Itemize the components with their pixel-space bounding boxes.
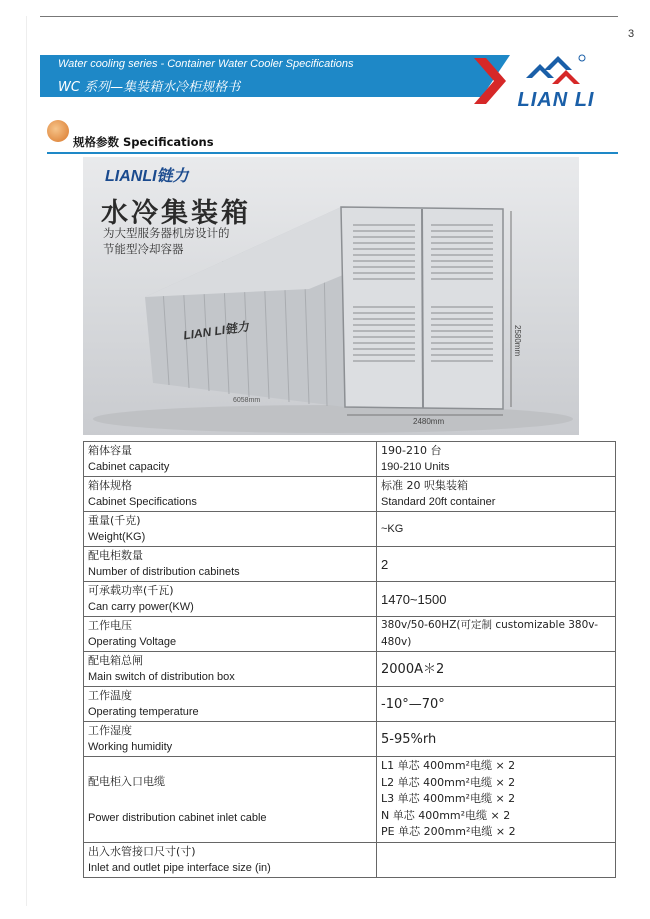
table-row — [84, 477, 616, 512]
spec-value-line: PE 单芯 200mm²电缆 × 2 — [381, 825, 516, 839]
spec-name-cell — [84, 547, 377, 582]
spec-name-en: Number of distribution cabinets — [88, 566, 240, 578]
spec-value-line: 5-95%rh — [381, 731, 437, 747]
spec-value-line: 190-210 台 — [381, 444, 442, 457]
spec-value-line: 2 — [381, 556, 389, 572]
spec-value-cell — [377, 512, 616, 547]
spec-value-cell — [377, 843, 616, 878]
spec-value-cell — [377, 687, 616, 722]
spec-name-en: Working humidity — [88, 741, 173, 753]
spec-name-en: Can carry power(KW) — [88, 601, 194, 613]
table-row — [84, 687, 616, 722]
spec-value-cell — [377, 722, 616, 757]
spec-name-cell — [84, 442, 377, 477]
spec-value-line: 1470~1500 — [381, 591, 447, 607]
spec-value-cell — [377, 547, 616, 582]
spec-name-cell — [84, 722, 377, 757]
spec-table — [83, 441, 616, 878]
left-margin-rule — [26, 16, 27, 906]
spec-value-line: 2000A＊2 — [381, 661, 445, 677]
spec-value-line: L1 单芯 400mm²电缆 × 2 — [381, 759, 516, 773]
dimension-width: 2480mm — [413, 417, 445, 426]
table-row — [84, 757, 616, 843]
spec-name-en: Cabinet Specifications — [88, 496, 197, 508]
spec-name-cn: 可承载功率(千瓦) — [88, 584, 174, 597]
table-row — [84, 722, 616, 757]
photo-subtitle-2: 节能型冷却容器 — [103, 242, 184, 256]
logo-text: LIAN LI — [517, 89, 595, 111]
spec-value-cell — [377, 617, 616, 652]
spec-name-en: Power distribution cabinet inlet cable — [88, 811, 267, 824]
top-rule — [40, 16, 618, 17]
spec-name-en: Inlet and outlet pipe interface size (in) — [88, 862, 271, 874]
table-row — [84, 547, 616, 582]
spec-value-line: 标准 20 呎集装箱 — [381, 479, 468, 492]
table-row — [84, 582, 616, 617]
spec-name-cn: 工作湿度 — [88, 724, 132, 737]
spec-name-cell — [84, 652, 377, 687]
spec-name-cell — [84, 757, 377, 843]
photo-title: 水冷集装箱 — [101, 198, 251, 229]
section-rule — [47, 152, 618, 154]
table-row — [84, 442, 616, 477]
header-title-cn: WC 系列—集装箱水冷柜规格书 — [58, 80, 241, 95]
spec-name-cell — [84, 843, 377, 878]
spec-name-en: Cabinet capacity — [88, 461, 170, 473]
spec-value-cell — [377, 442, 616, 477]
table-row — [84, 652, 616, 687]
page-number: 3 — [628, 28, 635, 40]
spec-value-cell — [377, 582, 616, 617]
spec-name-cell — [84, 617, 377, 652]
photo-brand-logo: LIANLI链力 — [105, 168, 189, 185]
spec-value-cell — [377, 477, 616, 512]
spec-value-cell — [377, 652, 616, 687]
spec-name-cn: 工作温度 — [88, 689, 132, 702]
spec-name-cn: 配电柜入口电缆 — [88, 774, 165, 788]
spec-value-line: 480v) — [381, 636, 412, 648]
spec-name-cn: 重量(千克) — [88, 514, 141, 527]
spec-name-en: Operating Voltage — [88, 636, 177, 648]
spec-value-line: L2 单芯 400mm²电缆 × 2 — [381, 775, 516, 789]
spec-name-cn: 工作电压 — [88, 619, 132, 632]
spec-value-line: L3 单芯 400mm²电缆 × 2 — [381, 792, 516, 806]
spec-name-cn: 箱体规格 — [88, 479, 132, 492]
spec-name-cell — [84, 477, 377, 512]
spec-name-cell — [84, 512, 377, 547]
container-side-logo: LIAN LI链力 — [182, 319, 250, 343]
spec-name-en: Main switch of distribution box — [88, 671, 235, 683]
table-row — [84, 512, 616, 547]
photo-subtitle-1: 为大型服务器机房设计的 — [103, 226, 230, 240]
dimension-length: 6058mm — [233, 397, 261, 404]
spec-name-cn: 出入水管接口尺寸(寸) — [88, 845, 196, 858]
spec-value-line: N 单芯 400mm²电缆 × 2 — [381, 808, 511, 822]
spec-value-cell — [377, 757, 616, 843]
spec-name-cell — [84, 687, 377, 722]
spec-value-line: 380v/50-60HZ(可定制 customizable 380v- — [381, 619, 598, 631]
spec-name-cn: 配电箱总闸 — [88, 654, 143, 667]
spec-value-line: ~KG — [381, 522, 404, 535]
dimension-height: 2580mm — [513, 325, 522, 357]
table-row — [84, 843, 616, 878]
spec-name-en: Weight(KG) — [88, 531, 146, 543]
spec-name-cn: 配电柜数量 — [88, 549, 143, 562]
spec-name-cell — [84, 582, 377, 617]
spec-value-line: 190-210 Units — [381, 461, 450, 473]
spec-name-en: Operating temperature — [88, 706, 199, 718]
spec-value-line: -10°—70° — [381, 696, 445, 712]
section-title: 规格参数 Specifications — [73, 135, 214, 149]
header-title-en: Water cooling series - Container Water Cooler Specifications — [58, 58, 354, 70]
table-row — [84, 617, 616, 652]
product-photo — [83, 157, 579, 435]
spec-value-line: Standard 20ft container — [381, 496, 496, 508]
orange-circle-icon — [47, 120, 69, 142]
spec-name-cn: 箱体容量 — [88, 444, 132, 457]
